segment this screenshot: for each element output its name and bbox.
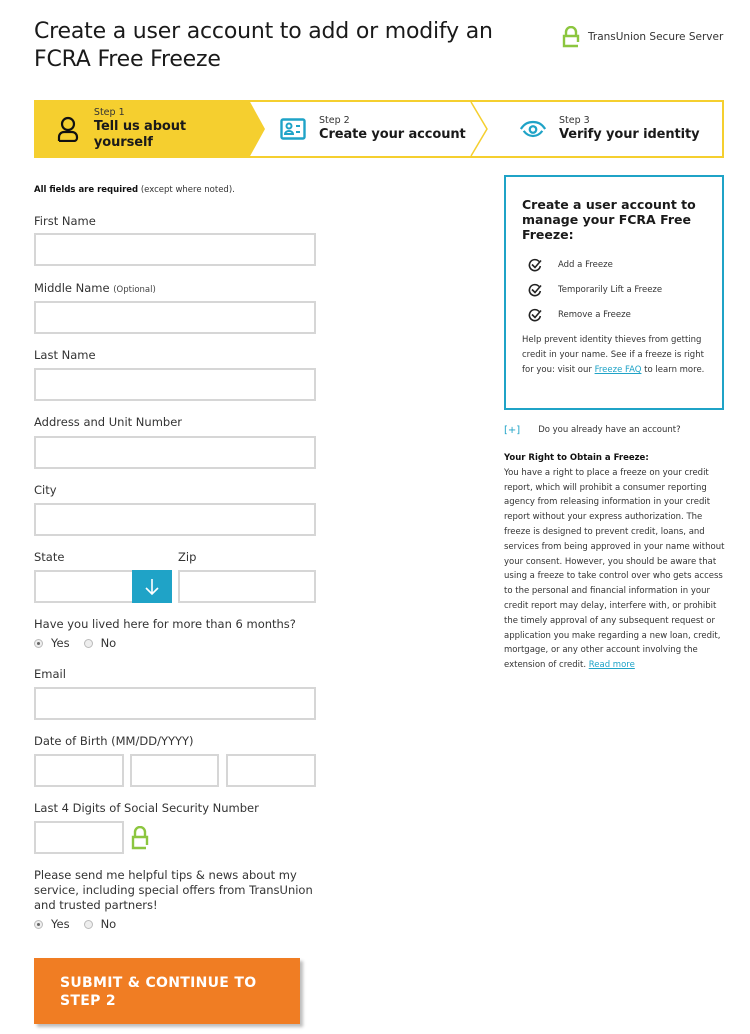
first-name-label: First Name bbox=[34, 214, 96, 228]
lived-question: Have you lived here for more than 6 months? bbox=[34, 617, 296, 631]
card-help-text: Help prevent identity thieves from getting credit in your name. See if a freeze is right for you: visit our Freeze FAQ to learn more. bbox=[522, 335, 705, 375]
last-name-input[interactable] bbox=[34, 368, 316, 401]
step-1-number: Step 1 bbox=[93, 107, 125, 118]
bullet-item: Add a Freeze bbox=[522, 252, 706, 277]
arrow-down-icon bbox=[145, 578, 159, 596]
info-card bbox=[504, 175, 724, 410]
step-2-label: Create your account bbox=[319, 127, 466, 142]
required-note: All fields are required (except where noted). bbox=[34, 185, 235, 195]
ssn-input[interactable] bbox=[34, 821, 124, 854]
tips-radio-group: Yes No bbox=[34, 917, 130, 931]
id-card-icon bbox=[279, 115, 307, 143]
check-circle-icon bbox=[528, 283, 542, 297]
check-circle-icon bbox=[528, 258, 542, 272]
state-dropdown-button[interactable] bbox=[132, 570, 172, 603]
check-circle-icon bbox=[528, 308, 542, 322]
page-title: Create a user account to add or modify an FCRA Free Freeze bbox=[34, 19, 493, 72]
secure-server-badge bbox=[562, 26, 723, 48]
address-input[interactable] bbox=[34, 436, 316, 469]
last-name-label: Last Name bbox=[34, 348, 96, 362]
middle-name-input[interactable] bbox=[34, 301, 316, 334]
step-arrow bbox=[249, 100, 265, 158]
step-2-number: Step 2 bbox=[319, 115, 350, 126]
lived-yes-radio[interactable] bbox=[34, 639, 43, 648]
card-title: Create a user account to manage your FCRA Free Freeze: bbox=[522, 197, 696, 242]
first-name-input[interactable] bbox=[34, 233, 316, 266]
lock-icon bbox=[131, 826, 149, 850]
lock-icon bbox=[562, 26, 580, 48]
city-input[interactable] bbox=[34, 503, 316, 536]
dob-day-input[interactable] bbox=[130, 754, 219, 787]
rights-section bbox=[504, 451, 726, 673]
secure-server-label: TransUnion Secure Server bbox=[588, 31, 724, 43]
step-1 bbox=[36, 102, 249, 156]
step-3-label: Verify your identity bbox=[559, 127, 700, 142]
dob-month-input[interactable] bbox=[34, 754, 124, 787]
email-label: Email bbox=[34, 667, 66, 681]
zip-input[interactable] bbox=[178, 570, 316, 603]
dob-year-input[interactable] bbox=[226, 754, 316, 787]
tips-no-radio[interactable] bbox=[84, 920, 93, 929]
existing-account-toggle[interactable] bbox=[504, 425, 681, 436]
address-label: Address and Unit Number bbox=[34, 415, 183, 429]
read-more-link[interactable]: Read more bbox=[588, 660, 635, 671]
zip-label: Zip bbox=[178, 550, 197, 564]
expand-icon[interactable]: [+] bbox=[504, 425, 521, 436]
email-input[interactable] bbox=[34, 687, 316, 720]
tips-question: Please send me helpful tips & news about my service, including special offers from TransUnion and trusted partners! bbox=[34, 868, 313, 912]
rights-title: Your Right to Obtain a Freeze: bbox=[504, 453, 649, 463]
progress-stepper bbox=[34, 100, 724, 158]
step-2 bbox=[249, 102, 489, 156]
person-icon bbox=[54, 115, 82, 143]
bullet-item: Temporarily Lift a Freeze bbox=[522, 277, 706, 302]
city-label: City bbox=[34, 483, 57, 497]
tips-yes-radio[interactable] bbox=[34, 920, 43, 929]
step-chevron bbox=[469, 102, 489, 156]
account-question[interactable]: Do you already have an account? bbox=[538, 425, 681, 435]
step-1-label: Tell us about yourself bbox=[93, 119, 187, 150]
eye-icon bbox=[519, 115, 547, 143]
dob-label: Date of Birth (MM/DD/YYYY) bbox=[34, 734, 194, 748]
submit-button[interactable]: SUBMIT & CONTINUE TO STEP 2 bbox=[34, 958, 300, 1024]
bullet-item: Remove a Freeze bbox=[522, 302, 706, 327]
middle-name-label: Middle Name (Optional) bbox=[34, 281, 156, 295]
state-label: State bbox=[34, 550, 65, 564]
step-3 bbox=[489, 102, 722, 156]
ssn-label: Last 4 Digits of Social Security Number bbox=[34, 801, 259, 815]
lived-no-radio[interactable] bbox=[84, 639, 93, 648]
lived-radio-group: Yes No bbox=[34, 636, 130, 650]
step-3-number: Step 3 bbox=[559, 115, 590, 126]
freeze-faq-link[interactable]: Freeze FAQ bbox=[594, 365, 642, 375]
state-select[interactable] bbox=[34, 570, 172, 603]
rights-text: You have a right to place a freeze on your credit report, which will prohibit a consumer reporting agency from releasing information in your credit report without your express authorization. The freeze is designed to prevent credit, loans, and services from being approved in your name without your consent. However, you should be aware that using a freeze to take control over who gets access to the personal and financial information in your credit report may delay, interfere with, or prohibit the timely approval of any subsequent request or application you make regarding a new loan, credit, mortgage, or any other account involving the extension of credit. bbox=[504, 467, 725, 671]
